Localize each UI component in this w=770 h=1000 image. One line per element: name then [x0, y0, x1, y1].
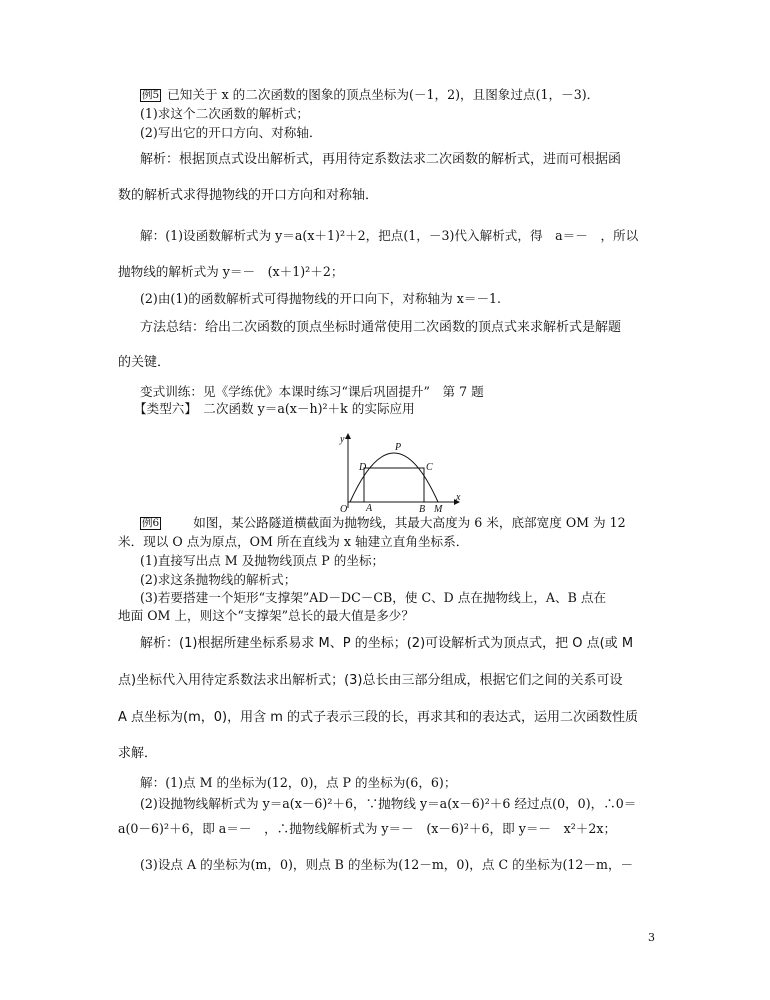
example6-stem-line-2: 米．现以 O 点为原点，OM 所在直线为 x 轴建立直角坐标系．: [118, 534, 469, 549]
method-summary-line-1: 方法总结：给出二次函数的顶点坐标时通常使用二次函数的顶点式来求解析式是解题: [140, 320, 622, 335]
example5-solution-line-1: 解：(1)设函数解析式为 y＝a(x＋1)²＋2，把点(1，－3)代入解析式，得 a＝－ ，所以: [140, 228, 639, 243]
label-d: D: [359, 462, 367, 473]
label-a: A: [366, 503, 373, 514]
method-summary-line-2: 的关键．: [118, 355, 171, 370]
example6-question-3-line-1: (3)若要搭建一个矩形“支撑架”AD－DC－CB，使 C、D 点在抛物线上，A、B 点在: [140, 590, 607, 605]
page-number: 3: [648, 931, 655, 944]
example6-solution-line-2: (2)设抛物线解析式为 y＝a(x－6)²＋6，∵抛物线 y＝a(x－6)²＋6 经过点(0，0)，∴0＝: [140, 796, 637, 811]
support-frame: [364, 468, 424, 502]
example6-analysis-line-1: 解析：(1)根据所建坐标系易求 M、P 的坐标；(2)可设解析式为顶点式，把 O 点(或 M: [140, 636, 634, 651]
label-x: x: [456, 492, 461, 503]
example6-stem-line-1: 例6 如图，某公路隧道横截面为抛物线，其最大高度为 6 米，底部宽度 OM 为 12: [142, 515, 626, 530]
example5-solution-line-3: (2)由(1)的函数解析式可得抛物线的开口向下，对称轴为 x＝－1.: [140, 291, 502, 306]
example5-question-1: (1)求这个二次函数的解析式；: [140, 106, 309, 121]
type6-heading: 【类型六】 二次函数 y＝a(x－h)²＋k 的实际应用: [134, 401, 415, 416]
variant-training: 变式训练：见《学练优》本课时练习“课后巩固提升” 第 7 题: [140, 384, 484, 399]
parabola-curve: [350, 453, 438, 502]
example6-question-1: (1)直接写出点 M 及抛物线顶点 P 的坐标；: [140, 553, 385, 568]
example6-badge: 例6: [142, 517, 160, 529]
example6-question-2: (2)求这条抛物线的解析式；: [140, 572, 297, 587]
example6-question-3-line-2: 地面 OM 上，则这个“支撑架”总长的最大值是多少？: [118, 608, 414, 623]
example5-badge: 例5: [142, 89, 160, 101]
example5-analysis-line-1: 解析：根据顶点式设出解析式，再用待定系数法求二次函数的解析式，进而可根据函: [140, 152, 622, 167]
label-o: O: [340, 504, 348, 515]
label-c: C: [426, 462, 433, 473]
y-axis-arrow: [345, 433, 351, 439]
example6-analysis-line-2: 点)坐标代入用待定系数法求出解析式；(3)总长由三部分组成，根据它们之间的关系可设: [118, 673, 623, 688]
example5-analysis-line-2: 数的解析式求得抛物线的开口方向和对称轴．: [118, 188, 379, 203]
example5-stem: 例5 已知关于 x 的二次函数的图象的顶点坐标为(－1，2)，且图象过点(1，－3)．: [142, 87, 600, 102]
label-m: M: [434, 504, 443, 515]
example6-solution-line-4: (3)设点 A 的坐标为(m，0)，则点 B 的坐标为(12－m，0)，点 C 的坐标为(12－m，－: [140, 857, 634, 872]
example6-solution-line-3: a(0－6)²＋6，即 a＝－ ，∴抛物线解析式为 y＝－ (x－6)²＋6，即 y＝－ x²＋2x；: [118, 821, 617, 836]
label-p: P: [395, 442, 402, 453]
example6-analysis-line-3: A 点坐标为(m，0)，用含 m 的式子表示三段的长，再求其和的表达式，运用二次函数性质: [118, 710, 639, 725]
example5-question-2: (2)写出它的开口方向、对称轴．: [140, 125, 322, 140]
label-y: y: [340, 434, 345, 445]
example5-solution-line-2: 抛物线的解析式为 y＝－ (x＋1)²＋2；: [118, 264, 344, 279]
label-b: B: [419, 504, 426, 515]
tunnel-parabola-figure: [334, 432, 464, 516]
example6-solution-line-1: 解：(1)点 M 的坐标为(12，0)，点 P 的坐标为(6，6)；: [140, 775, 457, 790]
example6-analysis-line-4: 求解．: [118, 746, 158, 761]
